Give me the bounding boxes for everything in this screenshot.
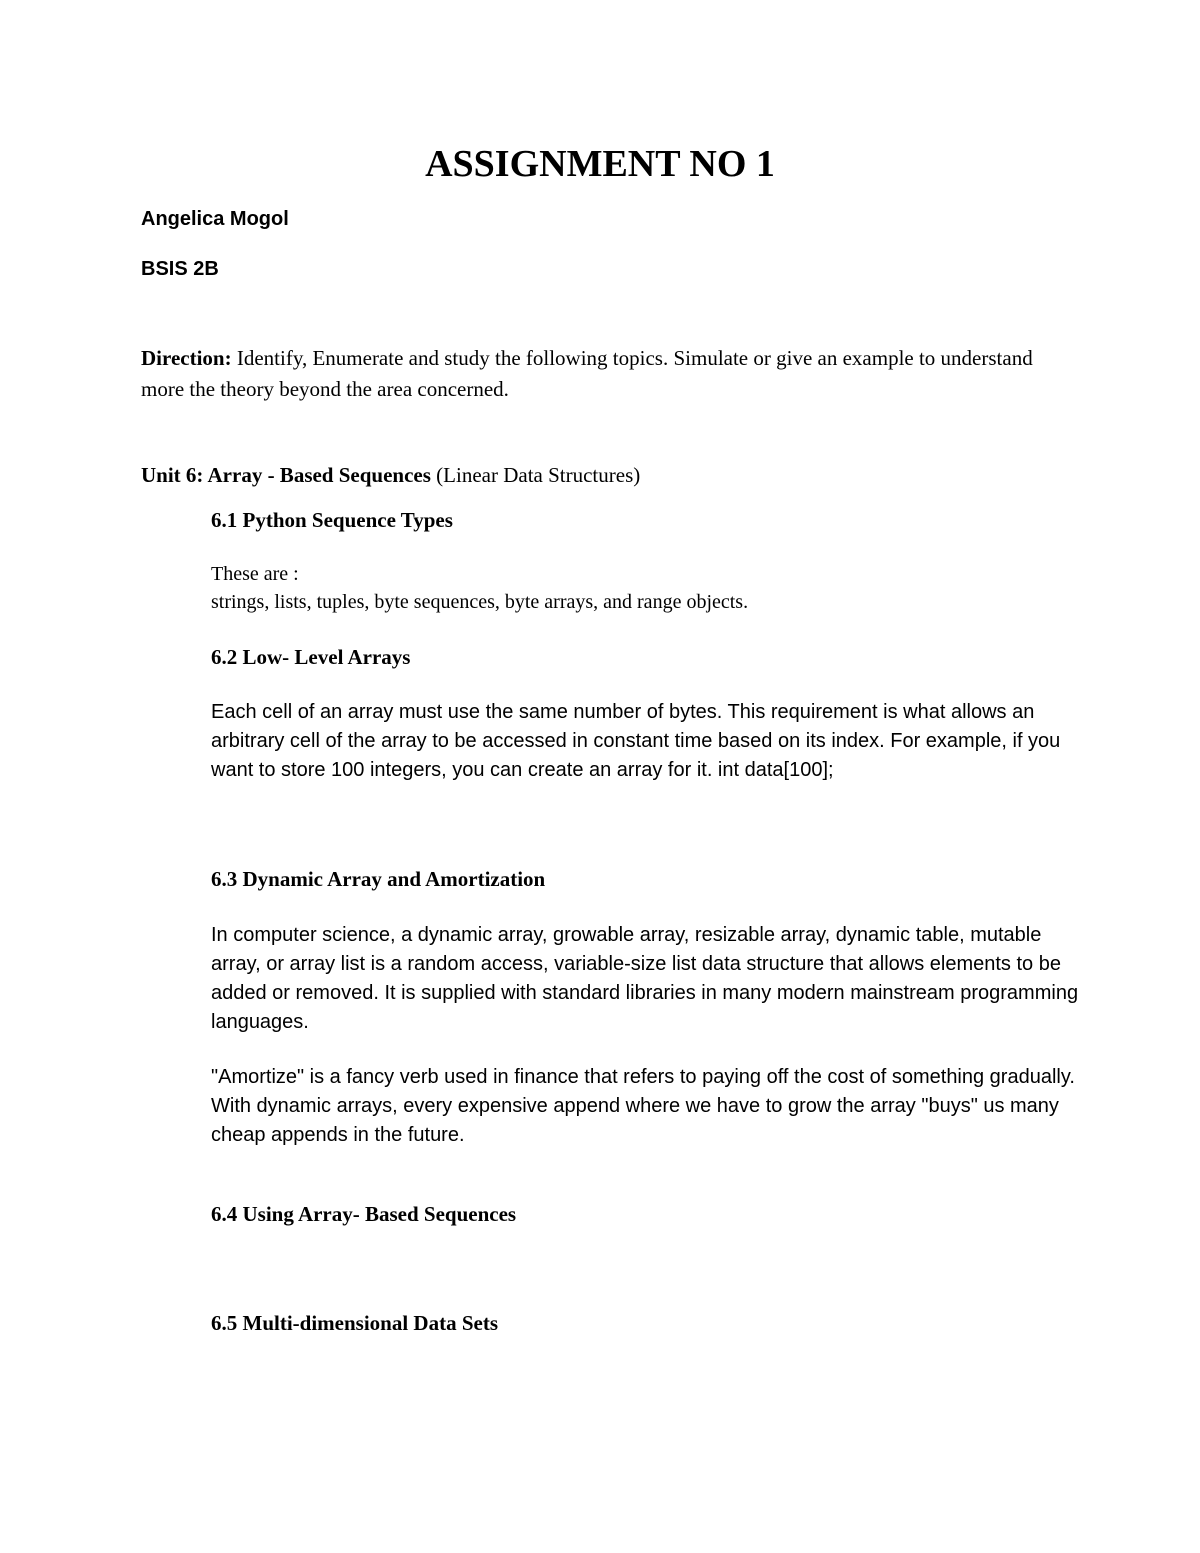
low-level-arrays-paragraph: Each cell of an array must use the same number of bytes. This requirement is what allows an arbitrary cell of the array to be accessed in constant time based on its index. For example, if you want to store 100 integers, you can create an array for it. int data[100]; xyxy=(211,701,1061,781)
section-heading-6-1: 6.1 Python Sequence Types xyxy=(211,508,453,532)
direction-paragraph xyxy=(141,343,1061,405)
sequence-types-intro: These are : xyxy=(211,563,299,585)
author-name: Angelica Mogol xyxy=(141,208,289,230)
unit-subtitle: (Linear Data Structures) xyxy=(430,463,641,487)
section-heading-6-2: 6.2 Low- Level Arrays xyxy=(211,645,411,669)
amortization-paragraph: "Amortize" is a fancy verb used in finance that refers to paying off the cost of something gradually. With dynamic arrays, every expensive append where we have to grow the array "buys" us many cheap appends in the future. xyxy=(211,1066,1075,1146)
direction-label: Direction: xyxy=(141,346,232,370)
direction-text: Identify, Enumerate and study the following topics. Simulate or give an example to understand more the theory beyond the area concerned. xyxy=(141,346,1033,401)
sequence-types-list: strings, lists, tuples, byte sequences, byte arrays, and range objects. xyxy=(211,591,749,613)
unit-label: Unit 6: Array - Based Sequences xyxy=(141,463,431,487)
dynamic-array-paragraph: In computer science, a dynamic array, growable array, resizable array, dynamic table, mutable array, or array list is a random access, variable-size list data structure that allows elements to be added or removed. It is supplied with standard libraries in many modern mainstream programming languages. xyxy=(211,924,1079,1033)
unit-heading xyxy=(141,463,640,488)
section-heading-6-3: 6.3 Dynamic Array and Amortization xyxy=(211,867,546,891)
section-heading-6-5: 6.5 Multi-dimensional Data Sets xyxy=(211,1311,499,1335)
document-title: ASSIGNMENT NO 1 xyxy=(425,143,775,185)
section-heading-6-4: 6.4 Using Array- Based Sequences xyxy=(211,1202,517,1226)
class-section: BSIS 2B xyxy=(141,258,219,280)
